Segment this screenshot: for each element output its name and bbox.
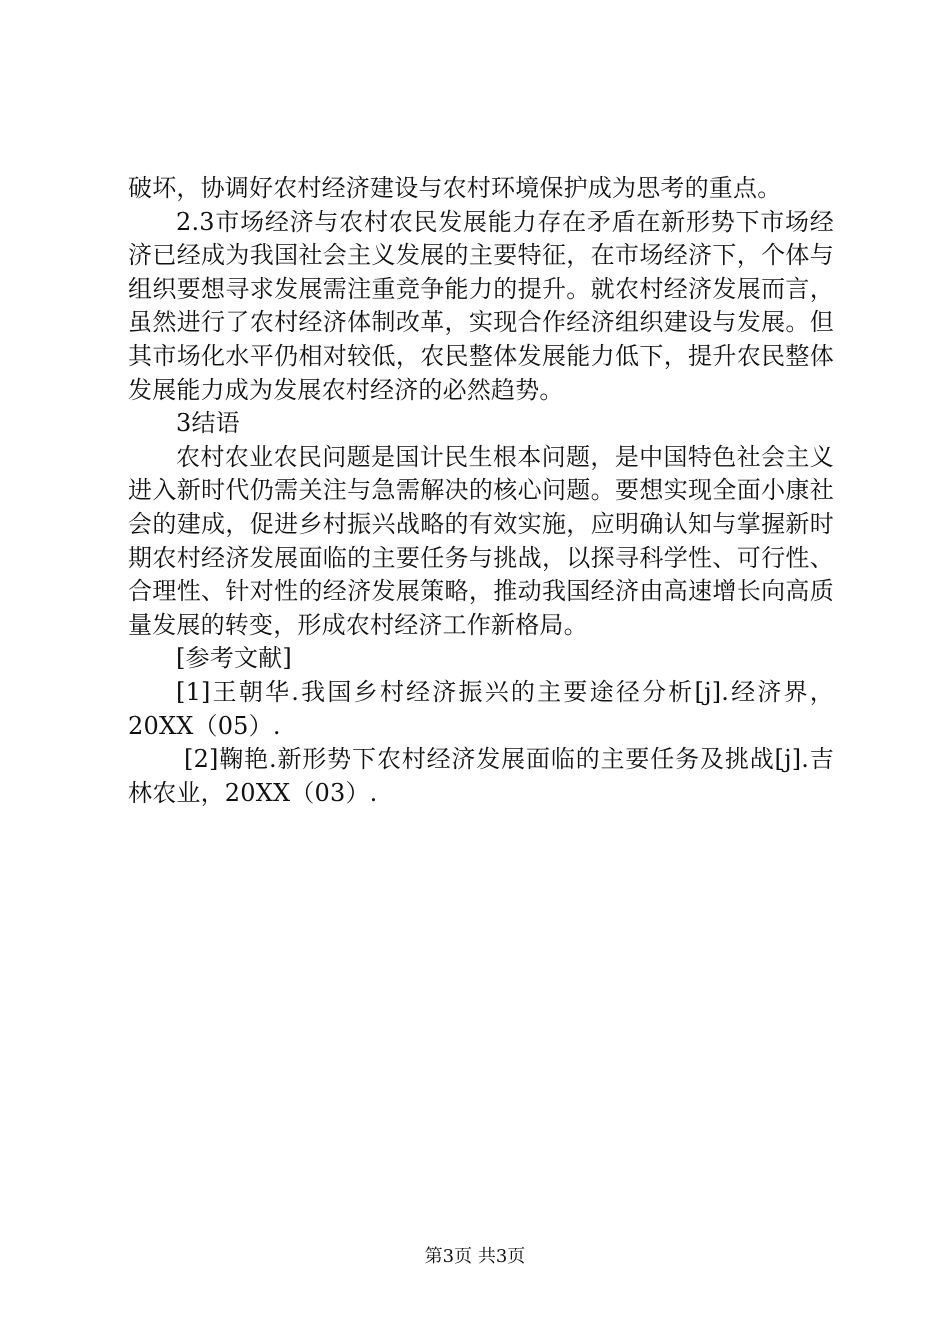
- references-heading: [参考文献]: [176, 644, 292, 673]
- document-body: [128, 172, 834, 810]
- paragraph-section-2-3: 2.3市场经济与农村农民发展能力存在矛盾在新形势下市场经济已经成为我国社会主义发展的主要特征，在市场经济下，个体与组织要想寻求发展需注重竞争能力的提升。就农村经济发展而言，虽然进行了农村经济体制改革，实现合作经济组织建设与发展。但其市场化水平仍相对较低，农民整体发展能力低下，提升农民整体发展能力成为发展农村经济的必然趋势。: [128, 207, 834, 404]
- reference-item-2: [2]鞠艳.新形势下农村经济发展面临的主要任务及挑战[j].吉林农业，20XX（03）.: [128, 745, 834, 807]
- paragraph-continuation: 破坏，协调好农村经济建设与农村环境保护成为思考的重点。: [128, 174, 782, 202]
- reference-item-1: [1]王朝华.我国乡村经济振兴的主要途径分析[j].经济界，20XX（05）.: [128, 677, 834, 740]
- section-heading-conclusion: 3结语: [176, 409, 240, 438]
- page-footer: 第3页 共3页: [424, 1246, 526, 1267]
- paragraph-conclusion: 农村农业农民问题是国计民生根本问题，是中国特色社会主义进入新时代仍需关注与急需解决的核心问题。要想实现全面小康社会的建成，促进乡村振兴战略的有效实施，应明确认知与掌握新时期农村经济发展面临的主要任务与挑战，以探寻科学性、可行性、合理性、针对性的经济发展策略，推动我国经济由高速增长向高质量发展的转变，形成农村经济工作新格局。: [128, 442, 834, 639]
